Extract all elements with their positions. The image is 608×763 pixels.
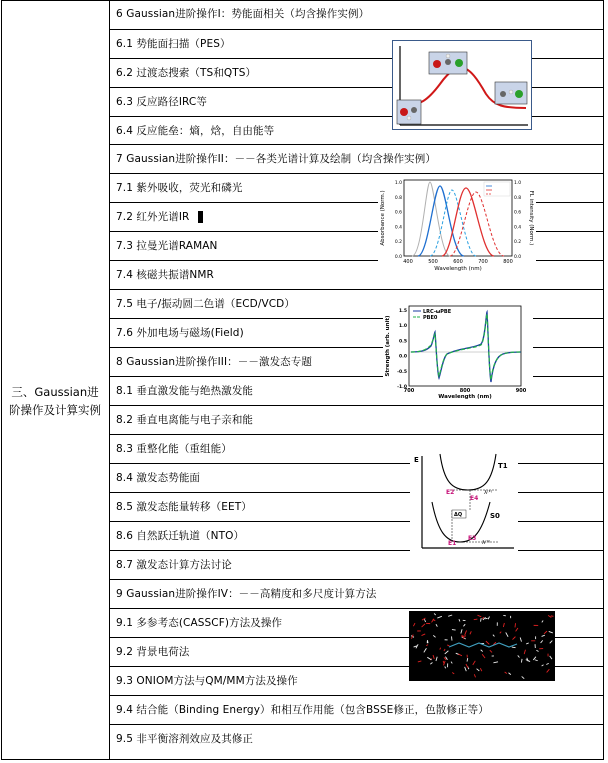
solvent-molecule xyxy=(541,640,543,643)
spectra-y-right-label: FL intensity (Norm.) xyxy=(528,190,534,246)
outline-row-text: 8.1 垂直激发能与绝热激发能 xyxy=(116,385,254,397)
spectra-y-tick: 0.0 xyxy=(394,255,402,260)
outline-row-text: 6.4 反应能垒：熵，焓，自由能等 xyxy=(116,125,275,137)
solvent-molecule xyxy=(533,657,536,660)
solvent-molecule xyxy=(437,616,442,618)
solvent-molecule xyxy=(436,624,437,626)
solvent-molecule xyxy=(505,672,507,674)
solvent-molecule xyxy=(452,672,454,673)
pes-axis-e: E xyxy=(414,456,419,464)
md-snapshot-svg xyxy=(409,611,555,681)
spectra-x-tick: 800 xyxy=(503,259,513,265)
cd-curve-pbe0 xyxy=(411,314,521,380)
spectra-x-tick: 600 xyxy=(453,259,463,265)
solvent-molecule xyxy=(443,661,444,663)
outline-row-text: 8.7 激发态计算方法讨论 xyxy=(116,559,232,571)
outline-row-text: 7.2 红外光谱IR xyxy=(116,211,190,223)
md-snapshot-figure xyxy=(409,611,555,681)
solvent-molecule xyxy=(465,630,467,634)
spectra-y-tick: 0.8 xyxy=(514,195,522,201)
spectra-y-tick: 1.0 xyxy=(394,181,402,186)
solvent-molecule xyxy=(522,676,525,678)
outline-row xyxy=(110,695,604,724)
cd-y-tick: 0.0 xyxy=(399,354,407,360)
spectra-x-tick: 500 xyxy=(428,259,438,265)
solvent-molecule xyxy=(418,661,422,662)
outline-row-text: 8.4 激发态势能面 xyxy=(116,472,201,484)
solvent-molecule xyxy=(474,619,478,620)
solvent-molecule xyxy=(433,635,435,637)
e1-label: E1 xyxy=(448,540,457,547)
outline-row-text: 8 Gaussian进阶操作III：－－激发态专题 xyxy=(116,356,312,368)
cd-y-tick: -0.5 xyxy=(397,369,407,375)
outline-row xyxy=(110,550,604,579)
solvent-molecule xyxy=(503,623,504,627)
solvent-molecule xyxy=(493,635,495,637)
solvent-molecule xyxy=(521,659,522,663)
solvent-molecule xyxy=(436,657,437,661)
outline-row-text: 9 Gaussian进阶操作IV：－－高精度和多尺度计算方法 xyxy=(116,588,377,600)
solvent-molecule xyxy=(515,623,516,627)
solvent-molecule xyxy=(413,623,415,626)
e4-label: E4 xyxy=(470,495,479,502)
outline-row-text: 8.3 重整化能（重组能） xyxy=(116,443,232,455)
solvent-molecule xyxy=(486,641,489,644)
solvent-molecule xyxy=(493,662,498,663)
solvent-molecule xyxy=(463,624,465,626)
spectra-y-tick: 0.2 xyxy=(514,240,522,246)
outline-row-text: 8.2 垂直电离能与电子亲和能 xyxy=(116,414,254,426)
solvent-molecule xyxy=(422,624,425,627)
solvent-molecule xyxy=(518,655,520,657)
dq-label: ΔQ xyxy=(454,512,463,518)
solvent-molecule xyxy=(550,641,553,644)
spectra-y-tick: 0.6 xyxy=(394,210,402,216)
pes-figure xyxy=(410,448,518,554)
solvent-molecule xyxy=(474,674,475,677)
solvent-molecule xyxy=(500,632,501,634)
outline-row-text: 7.4 核磁共振谱NMR xyxy=(116,269,214,281)
cd-figure xyxy=(383,302,533,400)
solvent-molecule xyxy=(547,669,550,672)
solvent-molecule xyxy=(427,657,431,660)
solvent-molecule xyxy=(535,660,538,661)
outline-row-text: 7 Gaussian进阶操作II：－－各类光谱计算及绘制（均含操作实例） xyxy=(116,153,436,165)
solvent-molecule xyxy=(444,649,445,651)
solvent-molecule xyxy=(490,650,492,652)
cd-x-tick: 700 xyxy=(403,388,415,394)
solvent-molecule xyxy=(445,651,449,654)
solvent-molecule xyxy=(546,663,548,664)
solvent-molecule xyxy=(440,648,441,650)
cd-y-tick: -1.0 xyxy=(397,385,407,390)
fluorescence-curve-blue xyxy=(430,190,476,256)
outline-row xyxy=(110,0,604,29)
solvent-molecule xyxy=(536,650,538,651)
solvent-molecule xyxy=(550,656,552,659)
spectra-x-label: Wavelength (nm) xyxy=(434,266,482,271)
outline-row xyxy=(110,579,604,608)
solvent-molecule xyxy=(477,615,481,617)
outline-row-text: 9.4 结合能（Binding Energy）和相互作用能（包含BSSE修正，色散修正等） xyxy=(116,704,489,716)
cd-y-tick: 1.0 xyxy=(399,324,407,330)
solvent-molecule xyxy=(516,628,518,631)
spectra-x-tick: 400 xyxy=(403,259,413,265)
outline-row-text: 7.5 电子/振动圆二色谱（ECD/VCD） xyxy=(116,298,295,310)
solvent-molecule xyxy=(506,632,508,636)
outline-row-text: 9.1 多参考态(CASSCF)方法及操作 xyxy=(116,617,283,629)
solvent-molecule xyxy=(465,667,467,671)
outline-row-text: 7.6 外加电场与磁场(Field) xyxy=(116,327,244,339)
solvent-molecule xyxy=(466,664,468,668)
solvent-molecule xyxy=(461,629,462,633)
solvent-molecule xyxy=(426,645,428,646)
solvent-molecule xyxy=(513,637,516,640)
solvent-molecule xyxy=(424,619,425,622)
solvent-molecule xyxy=(473,661,476,665)
absorption-curve-blue xyxy=(418,186,464,256)
solvent-molecule xyxy=(542,665,544,666)
solvent-molecule xyxy=(544,631,547,634)
outline-row-text: 7.3 拉曼光谱RAMAN xyxy=(116,240,218,252)
spectra-y-tick: 0.4 xyxy=(394,225,402,231)
cd-y-tick: 0.5 xyxy=(399,339,407,345)
solvent-molecule xyxy=(434,613,436,615)
spectra-figure xyxy=(378,176,536,271)
spectra-y-tick: 0.0 xyxy=(514,255,522,260)
t1-label: T1 xyxy=(498,462,508,470)
solvent-molecule xyxy=(520,637,521,641)
outline-row-text: 8.5 激发态能量转移（EET） xyxy=(116,501,252,513)
outline-row xyxy=(110,492,604,521)
solvent-molecule xyxy=(524,650,525,654)
solvent-molecule xyxy=(477,669,480,671)
e3-label: E3 xyxy=(468,535,477,542)
outline-row-text: 6.2 过渡态搜索（TS和QTS） xyxy=(116,67,257,79)
outline-row xyxy=(110,144,604,173)
outline-row-text: 7.1 紫外吸收，荧光和磷光 xyxy=(116,182,243,194)
solvent-molecule xyxy=(451,662,452,664)
outline-row-text: 9.2 背景电荷法 xyxy=(116,646,190,658)
outline-row xyxy=(110,405,604,434)
solvent-molecule xyxy=(430,662,432,664)
solvent-molecule xyxy=(509,673,511,675)
spectra-y-left-label: Absorbance (Norm.) xyxy=(380,190,386,246)
outline-row-text: 6.3 反应路径IRC等 xyxy=(116,96,207,108)
spectra-y-tick: 1.0 xyxy=(514,181,522,186)
outline-row-text: 9.3 ONIOM方法与QM/MM方法及操作 xyxy=(116,675,298,687)
e2-label: E2 xyxy=(446,489,455,496)
outline-row xyxy=(110,434,604,463)
s0-label: S0 xyxy=(490,512,500,520)
solvent-molecule xyxy=(481,650,483,652)
solvent-molecule xyxy=(448,615,452,616)
spectra-y-tick: 0.8 xyxy=(394,195,402,201)
spectra-x-tick: 700 xyxy=(478,259,488,265)
solvent-molecule xyxy=(542,635,545,636)
section-title-line2: 阶操作及计算实例 xyxy=(9,403,101,417)
solvent-molecule xyxy=(467,658,468,661)
lambda1-label: λ⁽¹⁾ xyxy=(484,490,493,496)
outline-row xyxy=(110,724,604,760)
spectra-y-tick: 0.4 xyxy=(514,225,522,231)
solvent-molecule xyxy=(542,621,543,623)
solvent-molecule xyxy=(433,655,434,659)
outline-row-text: 8.6 自然跃迁轨道（NTO） xyxy=(116,530,245,542)
solvent-molecule xyxy=(459,619,460,621)
section-title-line1: 三、Gaussian进 xyxy=(11,385,99,399)
solvent-molecule xyxy=(424,648,427,652)
solvent-molecule xyxy=(549,631,553,633)
solvent-molecule xyxy=(512,647,516,648)
solvent-molecule xyxy=(526,643,529,644)
solvent-molecule xyxy=(481,618,482,621)
s0-curve xyxy=(432,502,490,542)
solvent-molecule xyxy=(422,634,426,636)
solvent-molecule xyxy=(452,630,456,631)
spectra-x-ticks xyxy=(403,259,513,265)
cd-x-tick: 900 xyxy=(515,388,527,394)
cd-x-tick: 800 xyxy=(459,388,471,394)
spectra-y-tick: 0.2 xyxy=(394,240,402,246)
cd-curve-lrc xyxy=(411,312,521,382)
cd-legend-item: LRC-ωPBE xyxy=(423,309,452,315)
text-cursor xyxy=(198,211,203,223)
outline-row-text: 6.1 势能面扫描（PES） xyxy=(116,38,231,50)
t1-curve xyxy=(440,454,496,490)
reaction-profile-svg xyxy=(392,40,532,130)
outline-row xyxy=(110,463,604,492)
reaction-profile-figure xyxy=(392,40,532,130)
outline-row xyxy=(110,521,604,550)
solvent-molecule xyxy=(445,666,446,668)
outline-row-text: 9.5 非平衡溶剂效应及其修正 xyxy=(116,733,254,745)
cd-legend-item: PBE0 xyxy=(423,315,438,321)
cd-svg xyxy=(383,302,533,400)
solvent-molecule xyxy=(488,616,489,619)
solvent-molecule xyxy=(462,636,466,637)
cd-x-label: Wavelength (nm) xyxy=(438,394,492,400)
solvent-molecule xyxy=(447,645,449,646)
solvent-molecule xyxy=(480,668,481,671)
cd-y-ticks xyxy=(397,308,407,390)
outline-row-text: 6 Gaussian进阶操作I：势能面相关（均含操作实例） xyxy=(116,8,370,20)
fluorescence-curve-red-dashed xyxy=(450,192,504,256)
spectra-svg xyxy=(378,176,536,271)
section-title-cell xyxy=(2,383,108,419)
spectra-y-tick: 0.6 xyxy=(514,210,522,216)
cd-y-tick: 1.5 xyxy=(399,309,407,314)
solvent-molecule xyxy=(482,654,485,658)
lambda0-label: λ⁽⁰⁾ xyxy=(482,540,491,546)
pes-svg xyxy=(410,448,518,554)
solvent-molecule xyxy=(485,618,487,619)
cd-y-label: Strength (arb. unit) xyxy=(385,315,391,377)
solvent-molecule xyxy=(470,631,471,634)
